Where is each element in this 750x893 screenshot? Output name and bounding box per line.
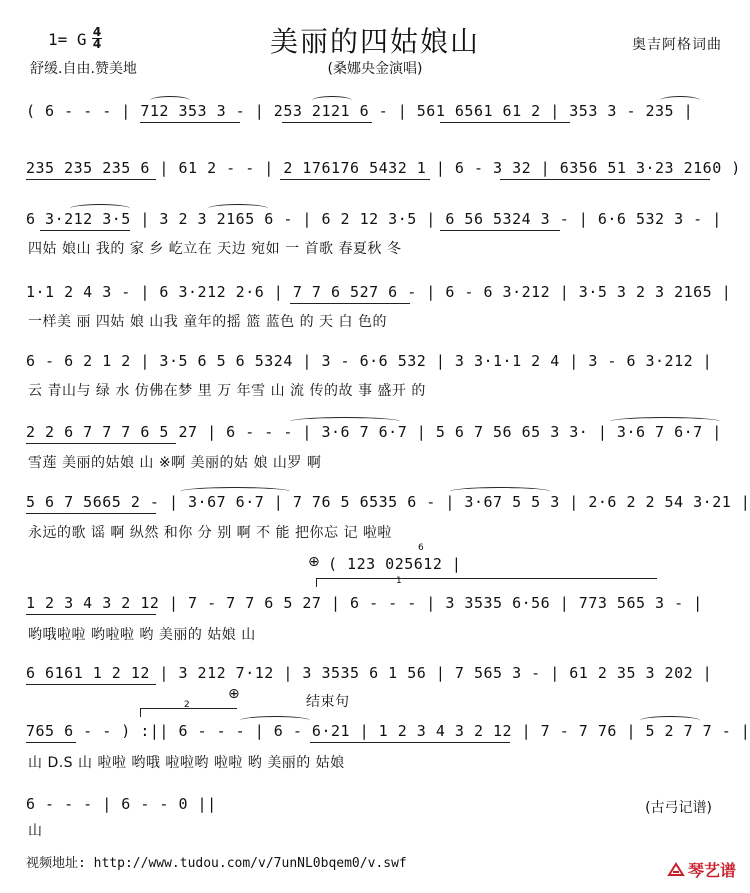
beam-line — [26, 684, 156, 685]
score-line-8: 1 2 3 4 3 2 12 | 7 - 7 7 6 5 27 | 6 - - - | 3 3535 6·56 | 773 565 3 - | — [26, 594, 703, 612]
volta-1-label: 1 — [396, 576, 402, 586]
score-line-3: 6 3·212 3·5 | 3 2 3 2165 6 - | 6 2 12 3·5 | 6 56 5324 3 - | 6·6 532 3 - | — [26, 210, 722, 228]
lyrics-line-8: 哟哦啦啦 哟啦啦 哟 美丽的 姑娘 山 — [28, 627, 256, 643]
site-logo — [667, 858, 736, 881]
transcriber-credit: (古弓记谱) — [645, 800, 712, 816]
slur-mark — [660, 96, 700, 105]
beam-line — [26, 513, 156, 514]
slur-mark — [70, 204, 130, 213]
slur-mark — [312, 96, 352, 105]
beam-line — [26, 742, 76, 743]
singer-credit: (桑娜央金演唱) — [327, 61, 423, 77]
volta-2-label: 2 — [184, 700, 190, 710]
score-line-6: 2 2 6 7 7 7 6 5 27 | 6 - - - | 3·6 7 6·7 | 5 6 7 56 65 3 3· | 3·6 7 6·7 | — [26, 423, 722, 441]
beam-line — [440, 230, 560, 231]
slur-mark — [290, 417, 400, 426]
lyrics-line-5: 云 青山与 绿 水 仿佛在梦 里 万 年雪 山 流 传的故 事 盛开 的 — [28, 383, 426, 399]
lyrics-line-6: 雪莲 美丽的姑娘 山 ※啊 美丽的姑 娘 山罗 啊 — [28, 455, 322, 471]
beam-line — [140, 122, 240, 123]
coda-intro-line: ( 123 025612 | — [328, 555, 462, 573]
slur-mark — [640, 716, 700, 725]
score-line-5: 6 - 6 2 1 2 | 3·5 6 5 6 5324 | 3 - 6·6 532 | 3 3·1·1 2 4 | 3 - 6 3·212 | — [26, 352, 713, 370]
volta-1-bracket — [316, 578, 657, 587]
slur-mark — [208, 204, 268, 213]
beam-line — [280, 179, 430, 180]
coda-sign-icon-2: ⊕ — [228, 686, 240, 702]
beam-line — [310, 742, 510, 743]
beam-line — [500, 179, 710, 180]
coda-ending-label: 结束句 — [306, 694, 350, 710]
beam-line — [40, 230, 130, 231]
score-line-2: 235 235 235 6 | 61 2 - - | 2 176176 5432 1 | 6 - 3 32 | 6356 51 3·23 2160 ) — [26, 159, 741, 177]
beam-line — [26, 179, 156, 180]
score-line-7: 5 6 7 5665 2 - | 3·67 6·7 | 7 76 5 6535 6 - | 3·67 5 5 3 | 2·6 2 2 54 3·21 | — [26, 493, 750, 511]
song-title: 美丽的四姑娘山 — [269, 25, 480, 58]
score-line-4: 1·1 2 4 3 - | 6 3·212 2·6 | 7 7 6 527 6 - | 6 - 6 3·212 | 3·5 3 2 3 2165 | — [26, 283, 732, 301]
score-line-1: ( 6 - - - | 712 353 3 - | 253 2121 6 - | 561 6561 61 2 | 353 3 - 235 | — [26, 102, 694, 120]
tempo-marking: 舒缓.自由.赞美地 — [30, 61, 137, 77]
score-line-9: 6 6161 1 2 12 | 3 212 7·12 | 3 3535 6 1 56 | 7 565 3 - | 61 2 35 3 202 | — [26, 664, 713, 682]
time-signature-top: 4 — [92, 25, 102, 39]
lyrics-line-11: 山 — [28, 823, 43, 839]
key-signature: 1= G — [48, 30, 87, 49]
coda-sign-icon: ⊕ — [308, 554, 320, 570]
time-signature — [92, 27, 102, 50]
lyrics-line-4: 一样美 丽 四姑 娘 山我 童年的摇 篮 蓝色 的 天 白 色的 — [28, 314, 387, 330]
composer-credit: 奥吉阿格词曲 — [632, 37, 722, 53]
slur-mark — [150, 96, 190, 105]
logo-text: 琴艺谱 — [687, 861, 736, 880]
slur-mark — [180, 487, 290, 496]
beam-line — [440, 122, 570, 123]
lyrics-line-7: 永远的歌 谣 啊 纵然 和你 分 别 啊 不 能 把你忘 记 啦啦 — [28, 525, 392, 541]
beam-line — [290, 303, 410, 304]
beam-line — [26, 614, 156, 615]
score-line-11: 6 - - - | 6 - - 0 || — [26, 795, 217, 813]
logo-icon — [667, 861, 685, 879]
score-line-10: 765 6 - - ) :|| 6 - - - | 6 - 6·21 | 1 2 3 4 3 2 12 | 7 - 7 76 | 5 2 7 7 - | — [26, 722, 750, 740]
lyrics-line-3: 四姑 娘山 我的 家 乡 屹立在 天边 宛如 一 首歌 春夏秋 冬 — [28, 241, 402, 257]
slur-mark — [450, 487, 550, 496]
beam-line — [282, 122, 372, 123]
coda-tuplet-mark: 6 — [418, 543, 424, 553]
lyrics-line-10: 山 D.S 山 啦啦 哟哦 啦啦哟 啦啦 哟 美丽的 姑娘 — [28, 755, 345, 771]
slur-mark — [240, 716, 310, 725]
video-link[interactable]: 视频地址: http://www.tudou.com/v/7unNL0bqem0/v.swf — [26, 856, 407, 871]
slur-mark — [610, 417, 720, 426]
time-signature-bottom: 4 — [92, 37, 102, 51]
beam-line — [26, 443, 176, 444]
